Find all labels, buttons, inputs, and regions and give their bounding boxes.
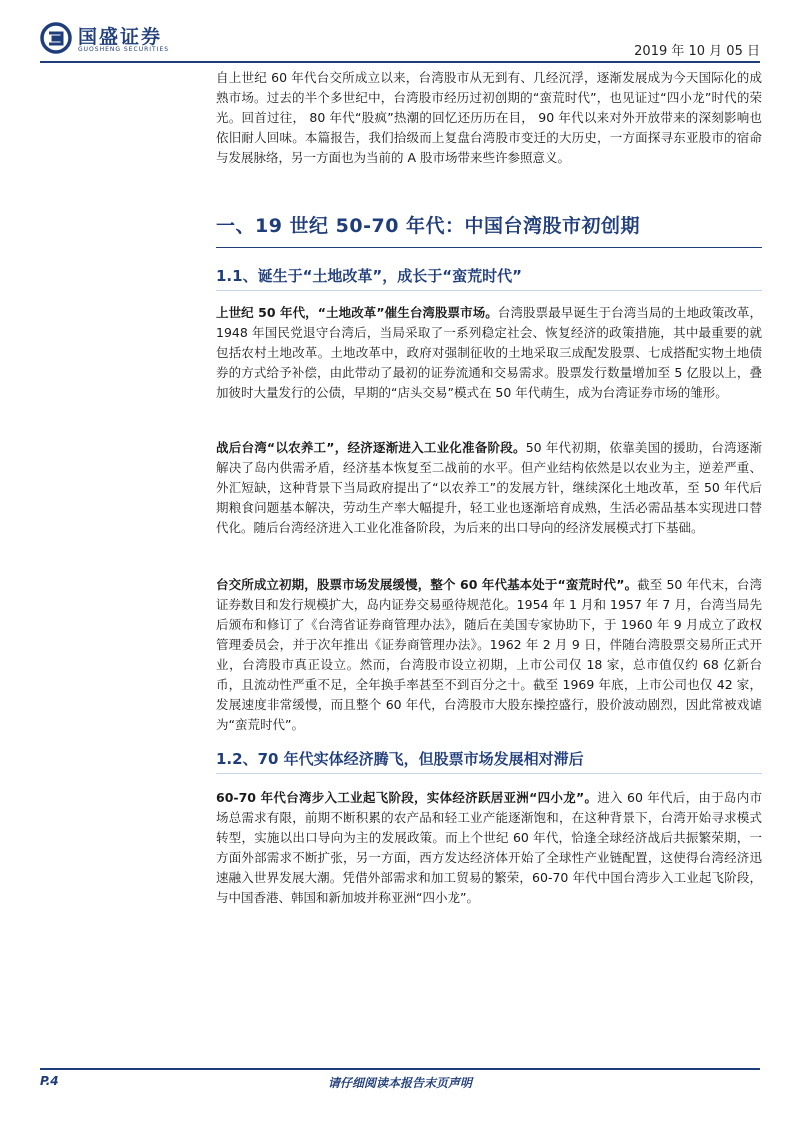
paragraph-land-reform (216, 303, 762, 403)
paragraph-lead: 上世纪 50 年代，“土地改革”催生台湾股票市场。 (216, 305, 498, 320)
paragraph-wild-era (216, 575, 762, 735)
subsection-rule-1-1 (216, 290, 762, 291)
paragraph-lead: 60-70 年代台湾步入工业起飞阶段，实体经济跃居亚洲“四小龙”。 (216, 790, 598, 805)
intro-block (216, 68, 762, 168)
subsection-heading-1-1: 1.1、诞生于“土地改革”，成长于“蛮荒时代” (216, 267, 523, 285)
brand-name: 国盛证券 (78, 26, 163, 48)
section-heading-rule (216, 247, 762, 248)
report-date: 2019 年 10 月 05 日 (634, 44, 760, 59)
paragraph-agriculture-industry (216, 438, 762, 538)
subsection-rule-1-2 (216, 773, 762, 774)
paragraph-lead: 台交所成立初期，股票市场发展缓慢，整个 60 年代基本处于“蛮荒时代”。 (216, 577, 638, 592)
header-divider (40, 61, 760, 63)
subsection-heading-1-2: 1.2、70 年代实体经济腾飞，但股票市场发展相对滞后 (216, 750, 584, 768)
brand-subtitle: GUOSHENG SECURITIES (78, 46, 170, 53)
paragraph-body: 进入 60 年代后，由于岛内市场总需求有限，前期不断积累的农产品和轻工业产能逐渐饱和，在这种背景下，台湾开始寻求模式转型，实施以出口导向为主的发展政策。而上个世纪 60 年代，恰逢全球经济战后共振繁荣期，一方面外部需求不断扩张，另一方面，西方发达经济体开始了全球性产业链配置，这使得台湾经济迅速融入世界发展大潮。凭借外部需求和加工贸易的繁荣，60-70 年代中国台湾步入工业起飞阶段，与中国香港、韩国和新加坡并称亚洲“四小龙”。 (216, 790, 763, 905)
paragraph-takeoff (216, 788, 762, 908)
section-heading: 一、19 世纪 50-70 年代：中国台湾股市初创期 (216, 215, 641, 237)
page-header (40, 18, 760, 58)
footer-divider (40, 1068, 760, 1070)
footer-disclaimer: 请仔细阅读本报告末页声明 (327, 1076, 472, 1090)
brand-logo (40, 18, 220, 58)
intro-paragraph: 自上世纪 60 年代台交所成立以来，台湾股市从无到有、几经沉浮，逐渐发展成为今天国际化的成熟市场。过去的半个多世纪中，台湾股市经历过初创期的“蛮荒时代”，也见证过“四小龙”时代的荣光。回首过往， 80 年代“股疯”热潮的回忆还历历在目， 90 年代以来对外开放带来的深刻影响也依旧耐人回味。本篇报告，我们拾级而上复盘台湾股市变迁的大历史，一方面探寻东亚股市的宿命与发展脉络，另一方面也为当前的 A 股市场带来些许参照意义。 (216, 70, 762, 165)
paragraph-body: 50 年代初期，依靠美国的援助，台湾逐渐解决了岛内供需矛盾，经济基本恢复至二战前的水平。但产业结构依然是以农业为主，逆差严重、外汇短缺，这种背景下当局政府提出了“以农养工”的发展方针，继续深化土地改革，至 50 年代后期粮食问题基本解决，劳动生产率大幅提升，轻工业也逐渐培育成熟，生活必需品基本实现进口替代化。随后台湾经济进入工业化准备阶段，为后来的出口导向的经济发展模式打下基础。 (216, 440, 762, 535)
brand-logo-icon (40, 22, 72, 54)
paragraph-body: 台湾股票最早诞生于台湾当局的土地政策改革，1948 年国民党退守台湾后，当局采取了一系列稳定社会、恢复经济的政策措施，其中最重要的就包括农村土地改革。土地改革中，政府对强制征收的土地采取三成配发股票、七成搭配实物土地债券的方式给予补偿，由此带动了最初的证券流通和交易需求。股票发行数量增加至 5 亿股以上，叠加彼时大量发行的公债，早期的“店头交易”模式在 50 年代萌生，成为台湾证券市场的雏形。 (216, 305, 762, 400)
paragraph-body: 截至 50 年代末，台湾证券数目和发行规模扩大，岛内证券交易亟待规范化。1954 年 1 月和 1957 年 7 月，台湾当局先后颁布和修订了《台湾省证券商管理办法》，随后在美国专家协助下，于 1960 年 9 月成立了政权管理委员会，并于次年推出《证券商管理办法》。1962 年 2 月 9 日，伴随台湾股票交易所正式开业，台湾股市真正设立。然而，台湾股市设立初期，上市公司仅 18 家，总市值仅约 68 亿新台币，且流动性严重不足，全年换手率甚至不到百分之十。截至 1969 年底，上市公司也仅 42 家，发展速度非常缓慢，而且整个 60 年代，台湾股市大股东操控盛行，股价波动剧烈，因此常被戏谑为“蛮荒时代”。 (216, 577, 763, 732)
page-number: P.4 (40, 1074, 59, 1088)
paragraph-lead: 战后台湾“以农养工”，经济逐渐进入工业化准备阶段。 (216, 440, 526, 455)
